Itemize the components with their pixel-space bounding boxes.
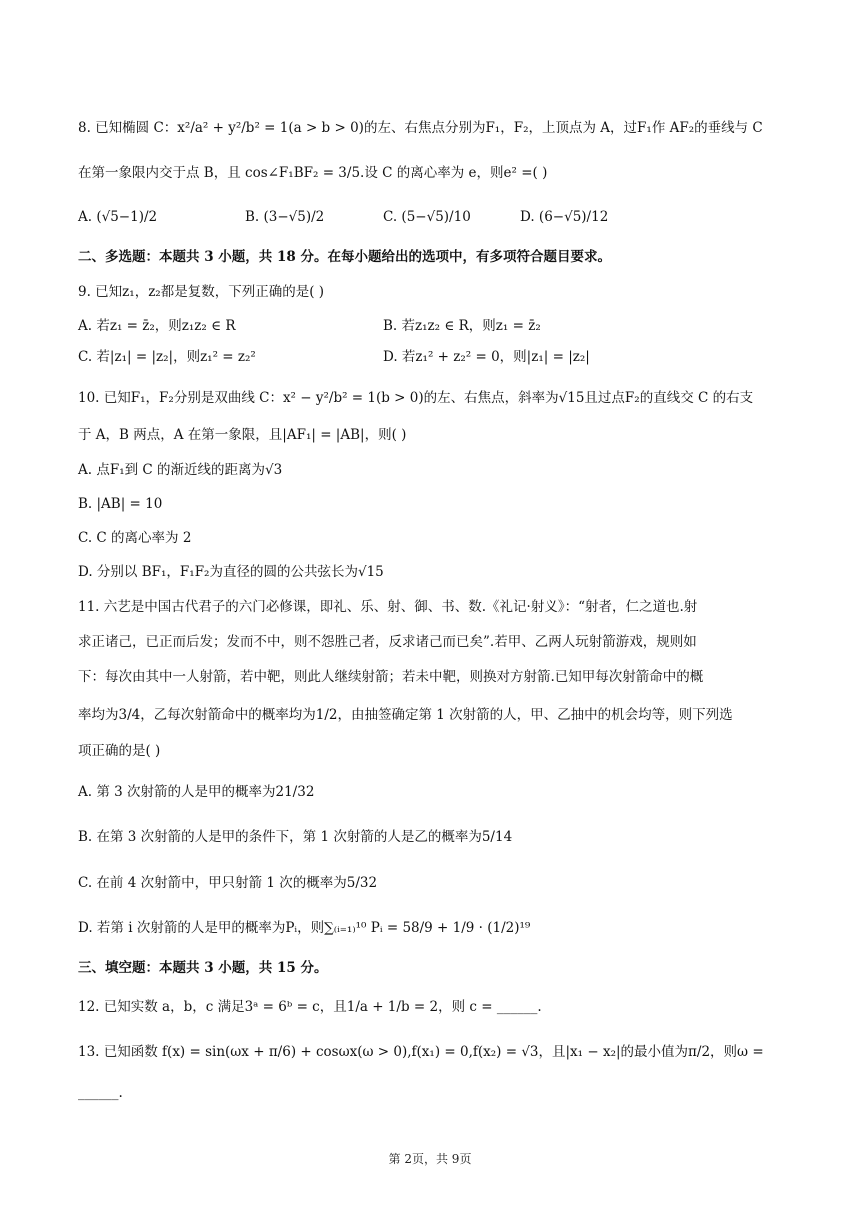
q11-line1: 11. 六艺是中国古代君子的六门必修课，即礼、乐、射、御、书、数.《礼记·射义》：“射者，仁之道也.射 — [78, 599, 698, 615]
q10-line2: 于 A，B 两点，A 在第一象限，且|AF₁| = |AB|，则( ) — [78, 427, 407, 443]
q8-option-b: B. (3−√5)/2 — [245, 209, 325, 225]
q10-option-b: B. |AB| = 10 — [78, 496, 163, 512]
q13-line2: ______. — [78, 1085, 123, 1101]
q9-option-a: A. 若z₁ = z̄₂，则z₁z₂ ∈ R — [78, 318, 236, 334]
q11-option-c: C. 在前 4 次射箭中，甲只射箭 1 次的概率为5/32 — [78, 875, 378, 891]
q11-option-a: A. 第 3 次射箭的人是甲的概率为21/32 — [78, 784, 315, 800]
section-title-fill-blank: 三、填空题：本题共 3 小题，共 15 分。 — [78, 960, 328, 976]
section-title-multi-choice: 二、多选题：本题共 3 小题，共 18 分。在每小题给出的选项中，有多项符合题目要求。 — [78, 249, 611, 265]
q8-line2: 在第一象限内交于点 B，且 cos∠F₁BF₂ = 3/5.设 C 的离心率为 e，则e² =( ) — [78, 165, 548, 181]
q8-option-c: C. (5−√5)/10 — [383, 209, 471, 225]
q11-option-d: D. 若第 i 次射箭的人是甲的概率为Pᵢ，则∑₍ᵢ₌₁₎¹⁰ Pᵢ = 58/9 + 1/9 · (1/2)¹⁹ — [78, 920, 531, 936]
q11-line2: 求正诸己，已正而后发；发而不中，则不怨胜己者，反求诸己而已矣”.若甲、乙两人玩射箭游戏，规则如 — [78, 634, 697, 650]
q8-line1: 8. 已知椭圆 C：x²/a² + y²/b² = 1(a > b > 0)的左、右焦点分别为F₁，F₂，上顶点为 A，过F₁作 AF₂的垂线与 C — [78, 120, 763, 136]
page-footer: 第 2页，共 9页 — [388, 1152, 472, 1166]
q9-option-d: D. 若z₁² + z₂² = 0，则|z₁| = |z₂| — [383, 349, 590, 365]
q9-option-b: B. 若z₁z₂ ∈ R，则z₁ = z̄₂ — [383, 318, 541, 334]
q11-line3: 下：每次由其中一人射箭，若中靶，则此人继续射箭；若未中靶，则换对方射箭.已知甲每次射箭命中的概 — [78, 669, 704, 685]
q13-line1: 13. 已知函数 f(x) = sin(ωx + π/6) + cosωx(ω > 0),f(x₁) = 0,f(x₂) = √3，且|x₁ − x₂|的最小值为π/2，则ω = — [78, 1044, 764, 1060]
q12: 12. 已知实数 a，b，c 满足3ᵃ = 6ᵇ = c，且1/a + 1/b = 2，则 c = ______. — [78, 999, 542, 1015]
q9-stem: 9. 已知z₁，z₂都是复数，下列正确的是( ) — [78, 284, 325, 300]
q11-option-b: B. 在第 3 次射箭的人是甲的条件下，第 1 次射箭的人是乙的概率为5/14 — [78, 829, 513, 845]
q10-option-d: D. 分别以 BF₁，F₁F₂为直径的圆的公共弦长为√15 — [78, 564, 384, 580]
q10-option-c: C. C 的离心率为 2 — [78, 530, 192, 546]
q11-line5: 项正确的是( ) — [78, 743, 161, 759]
q11-line4: 率均为3/4，乙每次射箭命中的概率均为1/2，由抽签确定第 1 次射箭的人，甲、乙抽中的机会均等，则下列选 — [78, 707, 733, 723]
q10-option-a: A. 点F₁到 C 的渐近线的距离为√3 — [78, 462, 283, 478]
q8-option-d: D. (6−√5)/12 — [520, 209, 609, 225]
q10-line1: 10. 已知F₁，F₂分别是双曲线 C：x² − y²/b² = 1(b > 0)的左、右焦点，斜率为√15且过点F₂的直线交 C 的右支 — [78, 390, 754, 406]
q8-option-a: A. (√5−1)/2 — [78, 209, 158, 225]
q9-option-c: C. 若|z₁| = |z₂|，则z₁² = z₂² — [78, 349, 256, 365]
